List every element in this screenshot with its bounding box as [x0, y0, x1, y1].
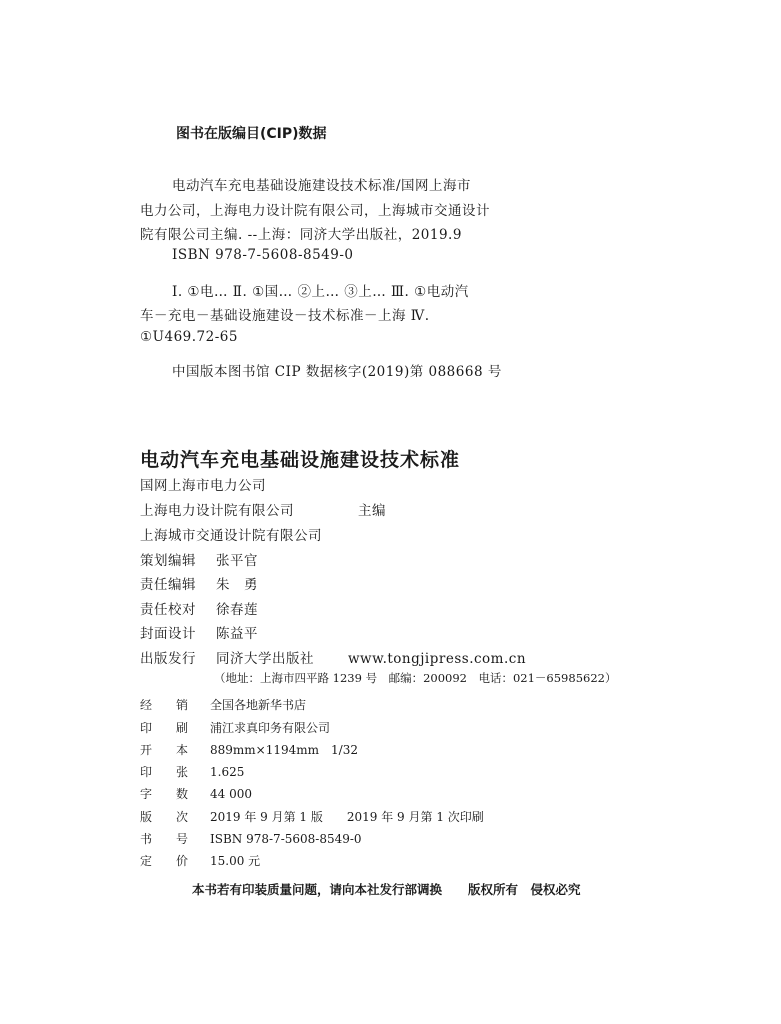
cip-line: 院有限公司主编. --上海：同济大学出版社，2019.9 — [140, 227, 462, 243]
role-label: 责任校对 — [140, 602, 196, 618]
cip-line: Ⅰ. ①电… Ⅱ. ①国… ②上… ③上… Ⅲ. ①电动汽 — [172, 284, 469, 300]
role-row — [140, 549, 258, 569]
editor-role: 主编 — [358, 503, 386, 519]
cip-heading: 图书在版编目(CIP)数据 — [176, 126, 327, 142]
cip-isbn: ISBN 978-7-5608-8549-0 — [172, 247, 354, 263]
role-label: 封面设计 — [140, 626, 196, 642]
editor-line: 上海城市交通设计院有限公司 — [140, 528, 322, 544]
role-row — [140, 573, 258, 593]
cip-line: 电动汽车充电基础设施建设技术标准/国网上海市 — [172, 178, 472, 194]
publisher-website: www.tongjipress.com.cn — [348, 651, 527, 667]
rights-notice: 版权所有 侵权必究 — [468, 882, 581, 897]
role-row — [140, 598, 258, 618]
role-label: 策划编辑 — [140, 553, 196, 569]
publisher-name: 同济大学出版社 — [216, 651, 314, 667]
spec-value: 全国各地新华书店 — [210, 698, 307, 712]
spec-label: 印 张 — [140, 765, 189, 779]
editor-line: 国网上海市电力公司 — [140, 478, 266, 494]
publisher-label: 出版发行 — [140, 651, 196, 667]
spec-label: 经 销 — [140, 698, 189, 712]
spec-label: 印 刷 — [140, 721, 189, 735]
spec-label: 开 本 — [140, 743, 189, 757]
footer — [192, 880, 581, 898]
spec-label: 字 数 — [140, 787, 189, 801]
spec-value: 44 000 — [210, 787, 252, 801]
spec-value: 1.625 — [210, 765, 245, 779]
spec-row — [140, 741, 358, 758]
role-value: 朱 勇 — [216, 577, 258, 593]
spec-row — [140, 808, 484, 825]
cip-line: 电力公司，上海电力设计院有限公司，上海城市交通设计 — [140, 203, 490, 219]
editor-line — [140, 499, 386, 519]
spec-value: 2019 年 9 月第 1 版 2019 年 9 月第 1 次印刷 — [210, 810, 484, 824]
role-value: 陈益平 — [216, 626, 258, 642]
spec-value: 15.00 元 — [210, 854, 261, 868]
role-row — [140, 622, 258, 642]
spec-label: 版 次 — [140, 810, 189, 824]
spec-value: ISBN 978-7-5608-8549-0 — [210, 832, 362, 846]
quality-notice: 本书若有印装质量问题，请向本社发行部调换 — [192, 882, 443, 897]
publisher-address: （地址：上海市四平路 1239 号 邮编：200092 电话：021－65985622） — [214, 671, 617, 685]
spec-row — [140, 852, 260, 869]
cip-line: 车－充电－基础设施建设－技术标准－上海 Ⅳ. — [140, 308, 430, 324]
role-label: 责任编辑 — [140, 577, 196, 593]
publisher-row — [140, 647, 526, 667]
spec-row — [140, 696, 306, 713]
spec-label: 定 价 — [140, 854, 189, 868]
editor-name: 上海电力设计院有限公司 — [140, 503, 294, 519]
spec-row — [140, 719, 330, 736]
cip-record-number: 中国版本图书馆 CIP 数据核字(2019)第 088668 号 — [172, 364, 502, 380]
spec-row — [140, 763, 244, 780]
role-value: 徐春莲 — [216, 602, 258, 618]
spec-row — [140, 785, 252, 802]
spec-row — [140, 830, 362, 847]
spec-value: 889mm×1194mm 1/32 — [210, 743, 358, 757]
spec-label: 书 号 — [140, 832, 189, 846]
spec-value: 浦江求真印务有限公司 — [210, 721, 331, 735]
book-title: 电动汽车充电基础设施建设技术标准 — [140, 449, 461, 471]
cip-classification: ①U469.72-65 — [140, 329, 238, 345]
role-value: 张平官 — [216, 553, 258, 569]
